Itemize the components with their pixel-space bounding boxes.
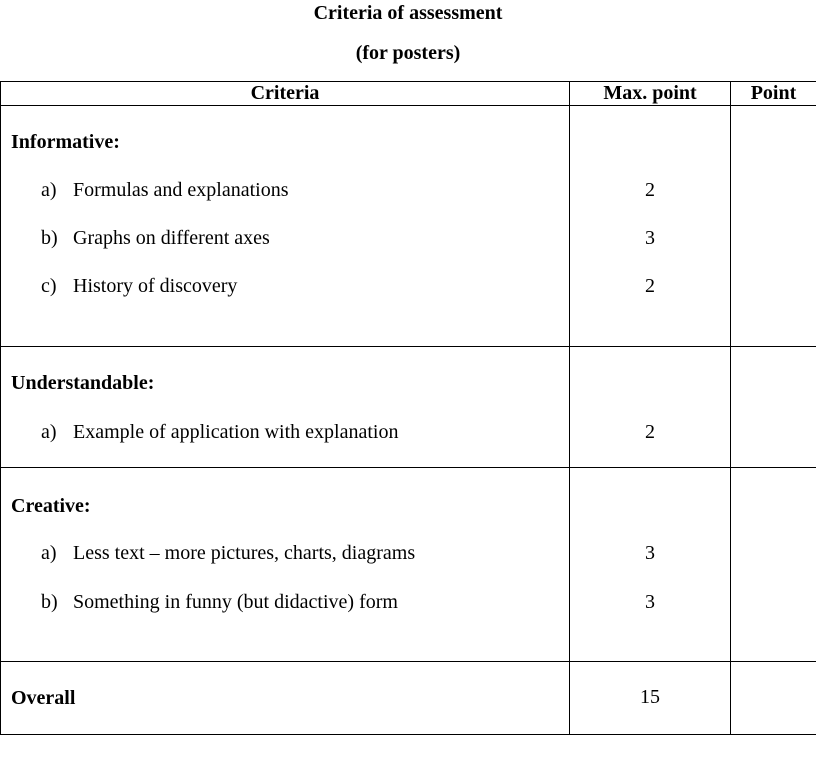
list-item [41,274,237,298]
header-point: Point [731,82,816,106]
point-cell[interactable] [731,468,816,662]
list-item [41,178,289,202]
section-title: Informative: [11,131,120,153]
max-point-value: 2 [645,421,655,443]
item-letter: a) [41,421,57,443]
item-letter: b) [41,227,58,249]
overall-label-cell [1,662,570,735]
section-title: Understandable: [11,372,155,394]
section-row-understandable [1,347,816,468]
max-point-value: 2 [645,275,655,297]
point-cell[interactable] [731,347,816,468]
criteria-cell [1,468,570,662]
item-text: Something in funny (but didactive) form [73,591,398,613]
criteria-cell [1,347,570,468]
item-text: History of discovery [73,275,238,297]
section-row-creative [1,468,816,662]
criteria-cell [1,106,570,347]
overall-max-cell [570,662,731,735]
item-text: Less text – more pictures, charts, diagrams [73,542,416,564]
header-row [1,82,816,106]
item-text: Formulas and explanations [73,179,289,201]
list-item [41,420,398,444]
max-point-value: 3 [645,542,655,564]
item-letter: a) [41,542,57,564]
list-item [41,541,415,565]
overall-row [1,662,816,735]
list-item [41,226,270,250]
max-point-value: 2 [645,179,655,201]
header-max-point: Max. point [570,82,731,106]
document-subtitle: (for posters) [355,42,461,64]
assessment-table [0,81,816,735]
max-point-cell [570,468,731,662]
max-point-value: 3 [645,591,655,613]
overall-label: Overall [11,687,76,709]
section-title: Creative: [11,495,91,517]
list-item [41,590,398,614]
max-point-cell [570,106,731,347]
document-title: Criteria of assessment [313,2,503,24]
point-cell[interactable] [731,106,816,347]
item-letter: c) [41,275,57,297]
item-letter: b) [41,591,58,613]
max-point-value: 3 [645,227,655,249]
section-row-informative [1,106,816,347]
max-point-cell [570,347,731,468]
header-criteria: Criteria [1,82,570,106]
overall-max-value: 15 [640,686,660,708]
item-text: Graphs on different axes [73,227,270,249]
item-text: Example of application with explanation [73,421,399,443]
overall-point-cell[interactable] [731,662,816,735]
item-letter: a) [41,179,57,201]
